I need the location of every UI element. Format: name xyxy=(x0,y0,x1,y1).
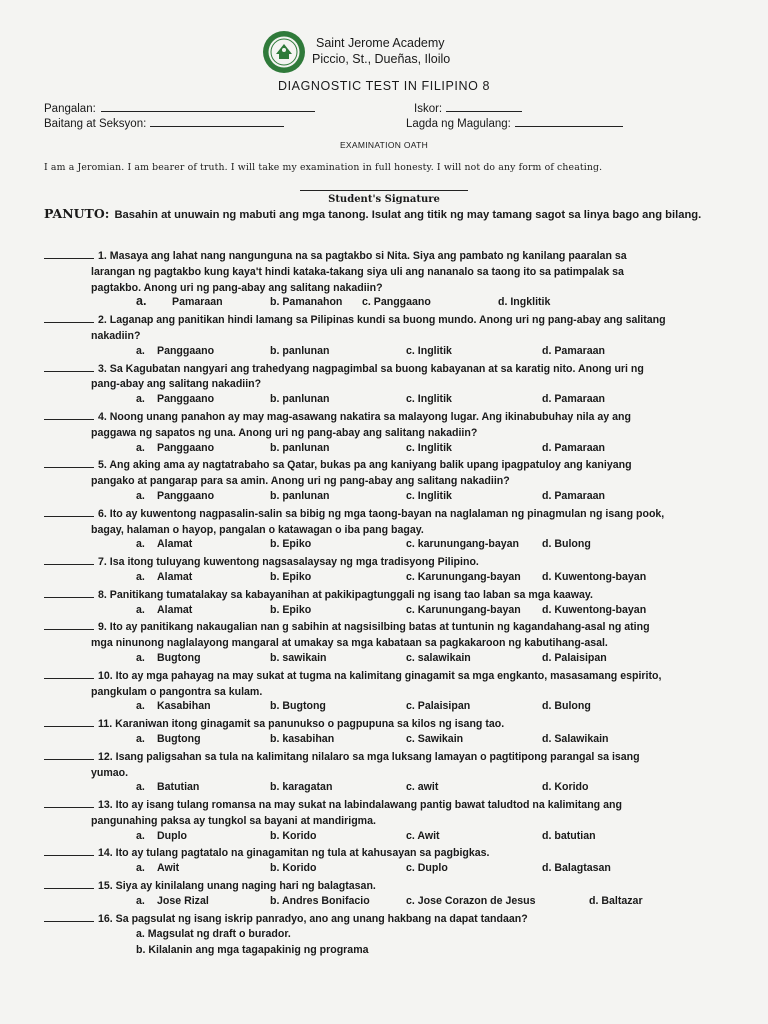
option-a-marker: a. xyxy=(136,489,145,502)
option-a[interactable]: a. Magsulat ng draft o burador. xyxy=(136,928,291,941)
option-a[interactable]: Alamat xyxy=(157,570,193,583)
option-d[interactable]: d. Palaisipan xyxy=(542,651,607,664)
question-list xyxy=(44,248,724,959)
option-b[interactable]: b. Pamanahon xyxy=(270,296,343,309)
option-a[interactable]: Alamat xyxy=(157,603,193,616)
answer-blank[interactable] xyxy=(44,749,94,760)
answer-blank[interactable] xyxy=(44,878,94,889)
question-text: 13. Ito ay isang tulang romansa na may sukat na labindalawang pantig bawat taludtod na kalimitang ang xyxy=(98,799,622,812)
option-b[interactable]: b. Korido xyxy=(270,829,317,842)
option-a-marker: a. xyxy=(136,441,145,454)
answer-blank[interactable] xyxy=(44,668,94,679)
option-c[interactable]: c. karunungang-bayan xyxy=(406,538,520,551)
question-text: 12. Isang paligsahan sa tula na kalimitang nilalaro sa mga luksang lamayan o pagtitipong parangal sa isang xyxy=(98,750,640,763)
answer-blank[interactable] xyxy=(44,845,94,856)
answer-options xyxy=(44,781,724,797)
question-item xyxy=(44,749,724,782)
oath-title: EXAMINATION OATH xyxy=(339,140,429,150)
option-a[interactable]: Batutian xyxy=(157,781,200,794)
option-a-marker: a. xyxy=(136,603,145,616)
option-a-marker: a. xyxy=(136,538,145,551)
option-b[interactable]: b. Bugtong xyxy=(270,700,326,713)
option-b[interactable]: b. panlunan xyxy=(270,393,330,406)
option-c[interactable]: c. awit xyxy=(406,781,439,794)
option-c[interactable]: c. Palaisipan xyxy=(406,700,471,713)
answer-blank[interactable] xyxy=(44,361,94,372)
question-text: 10. Ito ay mga pahayag na may sukat at tugma na kalimitang ginagamit sa mga engkanto, masasamang espirito, xyxy=(98,669,662,682)
option-b[interactable]: b. Korido xyxy=(270,862,317,875)
option-c[interactable]: c. salawikain xyxy=(406,651,471,664)
option-b[interactable]: b. sawikain xyxy=(270,651,327,664)
option-a[interactable]: Jose Rizal xyxy=(157,894,209,907)
question-text: pangako at pangarap para sa amin. Anong uri ng pang-abay ang salitang nakadiin? xyxy=(91,475,510,488)
answer-options xyxy=(44,830,724,846)
option-b[interactable]: b. karagatan xyxy=(270,781,333,794)
option-c[interactable]: c. Inglitik xyxy=(406,393,452,406)
question-text: pangkulam o pangontra sa kulam. xyxy=(91,685,263,698)
school-header xyxy=(0,28,768,68)
school-address: Piccio, St., Dueñas, Iloilo xyxy=(312,52,451,66)
option-a[interactable]: Panggaano xyxy=(157,344,215,357)
answer-blank[interactable] xyxy=(44,587,94,598)
question-text: 16. Sa pagsulat ng isang iskrip panradyo, ano ang unang hakbang na dapat tandaan? xyxy=(98,912,528,925)
answer-options xyxy=(44,345,724,361)
question-text: 1. Masaya ang lahat nang nangunguna na sa pagtakbo si Nita. Siya ang pambato ng kanilang paaralan sa xyxy=(98,250,627,262)
option-a[interactable]: Panggaano xyxy=(157,441,215,454)
answer-options xyxy=(44,442,724,458)
option-b[interactable]: b. kasabihan xyxy=(270,732,335,745)
answer-blank[interactable] xyxy=(44,911,94,922)
question-item xyxy=(44,457,724,490)
option-c[interactable]: c. Jose Corazon de Jesus xyxy=(406,894,536,907)
option-a-marker: a. xyxy=(136,829,145,842)
question-item xyxy=(44,587,724,604)
option-a[interactable]: Panggaano xyxy=(157,393,215,406)
option-a[interactable]: Panggaano xyxy=(157,489,215,502)
answer-options xyxy=(44,652,724,668)
option-a-marker: a. xyxy=(136,651,145,664)
score-field[interactable] xyxy=(414,101,522,115)
option-d[interactable]: d. Pamaraan xyxy=(542,344,606,357)
question-item xyxy=(44,554,724,571)
option-a-marker: a. xyxy=(136,393,145,406)
answer-blank[interactable] xyxy=(44,312,94,323)
option-d[interactable]: d. Ingklitik xyxy=(498,296,551,309)
oath-text: I am a Jeromian. I am bearer of truth. I will take my examination in full honesty. I will not do any form of cheating. xyxy=(44,162,603,173)
question-text: paggawa ng sapatos ng una. Anong uri ng pang-abay ang salitang nakadiin? xyxy=(91,426,478,439)
option-a[interactable]: Kasabihan xyxy=(157,700,211,713)
option-a-marker: a. xyxy=(136,344,145,357)
option-b[interactable]: b. Kilalanin ang mga tagapakinig ng programa xyxy=(136,944,369,957)
name-field[interactable] xyxy=(44,101,315,115)
question-text: 15. Siya ay kinilalang unang naging hari ng balagtasan. xyxy=(98,880,376,893)
instructions xyxy=(44,206,724,223)
option-d[interactable]: d. Bulong xyxy=(542,700,591,713)
option-c[interactable]: c. Sawikain xyxy=(406,732,464,745)
instructions-text: Basahin at unuwain ng mabuti ang mga tanong. Isulat ang titik ng may tamang sagot sa linya bago ang bilang. xyxy=(114,209,702,221)
question-text: 5. Ang aking ama ay nagtatrabaho sa Qatar, bukas pa ang kaniyang balik upang ipagpatuloy ang kaniyang xyxy=(98,459,632,472)
school-seal-icon xyxy=(262,30,306,74)
question-text: mga ninunong naglalayong mangaral at umakay sa mga kabataan sa pagkakaroon ng kabutihang-asal. xyxy=(91,637,608,650)
option-a[interactable]: Bugtong xyxy=(157,651,201,664)
question-item xyxy=(44,506,724,539)
answer-blank[interactable] xyxy=(44,797,94,808)
option-c[interactable]: c. Duplo xyxy=(406,862,448,875)
option-b[interactable]: b. Epiko xyxy=(270,538,312,551)
option-a-marker: a. xyxy=(136,862,145,875)
answer-options xyxy=(44,538,724,554)
answer-options xyxy=(44,733,724,749)
answer-options xyxy=(44,604,724,620)
option-d[interactable]: d. Korido xyxy=(542,781,589,794)
question-item xyxy=(44,845,724,862)
answer-blank[interactable] xyxy=(44,409,94,420)
answer-options xyxy=(44,393,724,409)
student-signature-label: Student's Signature xyxy=(328,194,440,205)
question-item xyxy=(44,716,724,733)
option-b[interactable]: b. panlunan xyxy=(270,489,330,502)
option-c[interactable]: c. Inglitik xyxy=(406,441,452,454)
option-b[interactable]: b. panlunan xyxy=(270,344,330,357)
score-label: Iskor: xyxy=(414,103,443,115)
question-item xyxy=(44,797,724,830)
question-text: larangan ng pagtakbo kung kaya't hindi kataka-takang siya uli ang nananalo sa taong ito sa patimpalak sa xyxy=(91,265,624,278)
option-d[interactable]: d. Pamaraan xyxy=(542,441,606,454)
question-text: 11. Karaniwan itong ginagamit sa panunukso o pagpupuna sa kilos ng isang tao. xyxy=(98,718,505,731)
option-a[interactable]: Pamaraan xyxy=(172,296,223,309)
option-c[interactable]: c. Inglitik xyxy=(406,344,452,357)
answer-options xyxy=(44,862,724,878)
answer-blank[interactable] xyxy=(44,457,94,468)
option-c[interactable]: c. Inglitik xyxy=(406,489,452,502)
question-text: 7. Isa itong tuluyang kuwentong nagsasalaysay ng mga tradisyong Pilipino. xyxy=(98,556,479,569)
question-item xyxy=(44,668,724,701)
option-a-marker: a. xyxy=(136,570,145,583)
answer-options xyxy=(44,296,724,312)
question-text: 6. Ito ay kuwentong nagpasalin-salin sa bibig ng mga taong-bayan na naglalaman ng pinagmulan ng isang pook, xyxy=(98,507,665,520)
question-text: 3. Sa Kagubatan nangyari ang trahedyang nagpagimbal sa buong kabayanan at sa karatig nito. Anong uri ng xyxy=(98,362,644,375)
answer-blank[interactable] xyxy=(44,248,94,259)
answer-options xyxy=(44,490,724,506)
option-c[interactable]: c. Karunungang-bayan xyxy=(406,570,521,583)
answer-options xyxy=(44,571,724,587)
option-d[interactable]: d. Baltazar xyxy=(589,894,643,907)
question-text: pang-abay ang salitang nakadiin? xyxy=(91,378,262,391)
option-c[interactable]: c. Awit xyxy=(406,829,440,842)
question-text: pangunahing paksa ay tungkol sa bayani at mandirigma. xyxy=(91,814,376,827)
answer-blank[interactable] xyxy=(44,619,94,630)
question-item xyxy=(44,878,724,895)
question-text: 14. Ito ay tulang pagtatalo na ginagamitan ng tula at kahusayan sa pagbigkas. xyxy=(98,847,490,860)
answer-blank[interactable] xyxy=(44,506,94,517)
question-item xyxy=(44,361,724,394)
instructions-label: PANUTO: xyxy=(44,206,110,221)
option-a[interactable]: Bugtong xyxy=(157,732,201,745)
question-item xyxy=(44,409,724,442)
grade-section-label: Baitang at Seksyon: xyxy=(44,118,147,130)
question-text: 2. Laganap ang panitikan hindi lamang sa Pilipinas kundi sa buong mundo. Anong uri ng pang-abay ang salitang xyxy=(98,314,666,327)
option-d[interactable]: d. Kuwentong-bayan xyxy=(542,603,647,616)
grade-section-field[interactable] xyxy=(44,116,284,130)
question-text: pagtakbo. Anong uri ng pang-abay ang salitang nakadiin? xyxy=(91,281,383,294)
parent-signature-field[interactable] xyxy=(406,116,623,130)
answer-options xyxy=(44,895,724,911)
option-a-marker: a. xyxy=(136,781,145,794)
question-text: yumao. xyxy=(91,766,129,779)
question-text: nakadiin? xyxy=(91,329,141,342)
question-item xyxy=(44,911,724,928)
option-d[interactable]: d. Pamaraan xyxy=(542,489,606,502)
question-text: 9. Ito ay panitikang nakaugalian nan g sabihin at nagsisilbing batas at tuntunin ng kagandahang-asal ng ating xyxy=(98,621,650,634)
name-label: Pangalan: xyxy=(44,103,96,115)
option-d[interactable]: d. Balagtasan xyxy=(542,862,611,875)
answer-blank[interactable] xyxy=(44,716,94,727)
question-text: 4. Noong unang panahon ay may mag-asawang nakatira sa malayong lugar. Ang ikinabubuhay nila ay ang xyxy=(98,410,631,423)
question-text: bagay, halaman o hayop, pangalan o katawagan o iba pang bagay. xyxy=(91,523,424,536)
question-item xyxy=(44,312,724,345)
option-b[interactable]: b. Epiko xyxy=(270,570,312,583)
option-b[interactable]: b. Epiko xyxy=(270,603,312,616)
question-item xyxy=(44,248,724,296)
option-c[interactable]: c. Panggaano xyxy=(362,296,431,309)
answer-blank[interactable] xyxy=(44,554,94,565)
option-a-marker: a. xyxy=(136,732,145,745)
school-name: Saint Jerome Academy xyxy=(316,36,445,50)
option-d[interactable]: d. Pamaraan xyxy=(542,393,606,406)
option-d[interactable]: d. batutian xyxy=(542,829,596,842)
option-a-marker: a. xyxy=(136,894,145,907)
option-b[interactable]: b. panlunan xyxy=(270,441,330,454)
test-title: DIAGNOSTIC TEST IN FILIPINO 8 xyxy=(277,79,491,93)
option-d[interactable]: d. Salawikain xyxy=(542,732,609,745)
option-a[interactable]: Awit xyxy=(157,862,180,875)
option-a-marker: a. xyxy=(136,700,145,713)
option-b[interactable]: b. Andres Bonifacio xyxy=(270,894,370,907)
option-a[interactable]: Duplo xyxy=(157,829,188,842)
question-text: 8. Panitikang tumatalakay sa kabayanihan at pakikipagtunggali ng isang tao laban sa mga kaaway. xyxy=(98,588,593,601)
answer-options xyxy=(44,700,724,716)
option-d[interactable]: d. Kuwentong-bayan xyxy=(542,570,647,583)
student-signature-line[interactable] xyxy=(300,190,468,191)
option-a-marker: a. xyxy=(136,294,147,309)
option-c[interactable]: c. Karunungang-bayan xyxy=(406,603,521,616)
parent-signature-label: Lagda ng Magulang: xyxy=(406,118,511,130)
option-d[interactable]: d. Bulong xyxy=(542,538,591,551)
option-a[interactable]: Alamat xyxy=(157,538,193,551)
question-item xyxy=(44,619,724,652)
